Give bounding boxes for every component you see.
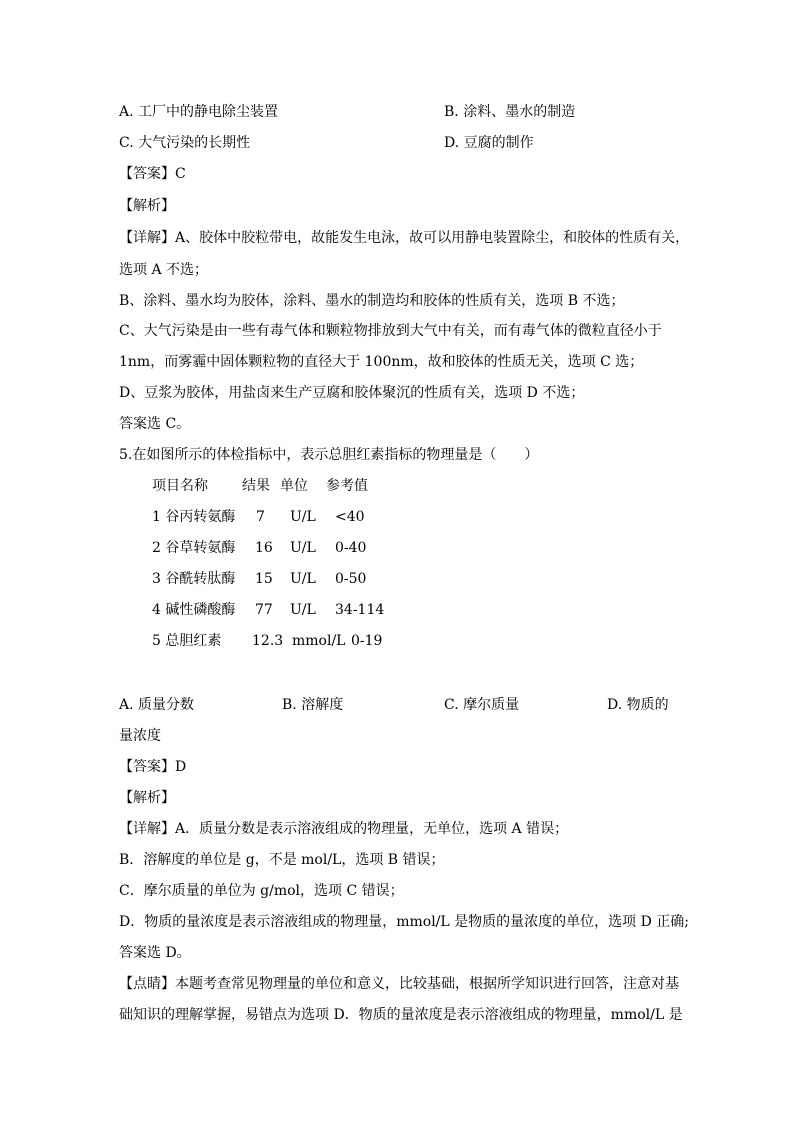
table-cell: 0-50 [335,571,367,587]
q5-option-a: A. 质量分数 [119,697,195,713]
table-cell: 16 [255,540,273,556]
q5-detail-line: C．摩尔质量的单位为 g/mol，选项 C 错误； [119,883,404,899]
table-cell: 15 [255,571,273,587]
q5-comment-line: 础知识的理解掌握，易错点为选项 D．物质的量浓度是表示溶液组成的物理量，mmol/L 是 [119,1007,683,1023]
q4-option-b: B. 涂料、墨水的制造 [444,104,576,120]
q4-answer: 【答案】C [119,166,186,182]
table-cell: 3 谷酰转肽酶 [152,571,236,587]
table-row [152,600,412,620]
q4-analysis-label: 【解析】 [119,198,175,214]
q5-option-b: B. 溶解度 [282,697,344,713]
q5-answer: 【答案】D [119,759,187,775]
table-cell: 4 碱性磷酸酶 [152,602,236,618]
q5-detail-line: 【详解】A．质量分数是表示溶液组成的物理量，无单位，选项 A 错误； [119,821,569,837]
q5-comment-line: 【点睛】本题考查常见物理量的单位和意义，比较基础，根据所学知识进行回答，注意对基 [119,976,679,992]
table-row [152,569,412,589]
table-cell: 7 [256,509,265,525]
q4-detail-line: D、豆浆为胶体，用盐卤来生产豆腐和胶体聚沉的性质有关，选项 D 不选； [119,385,585,401]
table-cell: 12.3 [252,633,284,649]
table-cell: U/L [290,571,316,587]
q4-detail-line: 1nm，而雾霾中固体颗粒物的直径大于 100nm，故和胶体的性质无关，选项 C 选； [119,354,644,370]
table-cell: 5 总胆红素 [152,633,222,649]
q5-detail-line: B．溶解度的单位是 g，不是 mol/L，选项 B 错误； [119,852,445,868]
q4-detail-line: 选项 A 不选； [119,262,209,278]
q5-option-d-wrap: 量浓度 [119,728,161,744]
table-row [152,538,412,558]
q5-option-d: D. 物质的 [607,697,669,713]
table-cell: <40 [335,509,365,525]
table-cell: 1 谷丙转氨酶 [152,509,236,525]
q4-detail-line: B、涂料、墨水均为胶体，涂料、墨水的制造均和胶体的性质有关，选项 B 不选； [119,293,625,309]
q4-detail-line: 答案选 C。 [119,416,191,432]
table-cell: U/L [290,540,316,556]
q4-option-d: D. 豆腐的制作 [444,135,534,151]
table-cell: 0-19 [351,633,383,649]
q5-detail-line: D．物质的量浓度是表示溶液组成的物理量，mmol/L 是物质的量浓度的单位，选项 D 正确; [119,914,689,930]
table-header-row [152,476,412,496]
q4-detail-line: C、大气污染是由一些有毒气体和颗粒物排放到大气中有关，而有毒气体的微粒直径小于 [119,323,662,339]
table-header-cell: 参考值 [326,478,368,494]
table-header-cell: 项目名称 [152,478,208,494]
table-cell: U/L [290,602,316,618]
table-cell: mmol/L [292,633,346,649]
table-cell: U/L [290,509,316,525]
table-row [152,631,412,651]
table-row [152,507,412,527]
table-cell: 0-40 [335,540,367,556]
q5-option-c: C. 摩尔质量 [444,697,520,713]
table-cell: 34-114 [335,602,385,618]
q4-option-a: A. 工厂中的静电除尘装置 [119,104,279,120]
table-header-cell: 单位 [280,478,308,494]
q5-analysis-label: 【解析】 [119,790,175,806]
table-cell: 2 谷草转氨酶 [152,540,236,556]
q4-detail-line: 【详解】A、胶体中胶粒带电，故能发生电泳，故可以用静电装置除尘，和胶体的性质有关， [119,230,690,246]
table-header-cell: 结果 [242,478,270,494]
q4-option-c: C. 大气污染的长期性 [119,135,251,151]
q5-detail-line: 答案选 D。 [119,945,191,961]
table-cell: 77 [255,602,273,618]
q5-stem: 5.在如图所示的体检指标中，表示总胆红素指标的物理量是（ ） [119,447,539,463]
